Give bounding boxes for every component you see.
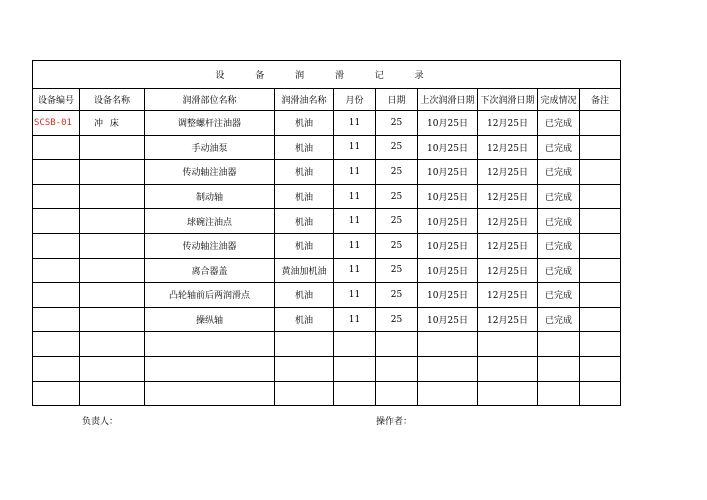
equipment-name-cell[interactable]	[80, 233, 145, 258]
note-cell[interactable]	[580, 160, 621, 185]
month-cell[interactable]: 11	[334, 258, 376, 283]
last-lube-date-cell[interactable]	[418, 332, 478, 357]
day-cell[interactable]	[376, 332, 418, 357]
lube-part-cell[interactable]: 制动轴	[145, 184, 275, 209]
equipment-code-cell[interactable]	[33, 209, 80, 234]
status-cell[interactable]: 已完成	[538, 258, 580, 283]
lube-oil-cell[interactable]: 机油	[275, 184, 334, 209]
next-lube-date-cell[interactable]: 12月25日	[478, 283, 538, 308]
month-cell[interactable]: 11	[334, 307, 376, 332]
header-row	[33, 89, 621, 111]
next-lube-date-cell[interactable]	[478, 381, 538, 406]
note-cell[interactable]	[580, 283, 621, 308]
note-cell[interactable]	[580, 332, 621, 357]
lube-oil-cell[interactable]: 机油	[275, 233, 334, 258]
day-cell[interactable]	[376, 356, 418, 381]
lube-part-cell[interactable]	[145, 332, 275, 357]
equipment-name-cell[interactable]	[80, 258, 145, 283]
next-lube-date-cell[interactable]: 12月25日	[478, 184, 538, 209]
month-cell[interactable]	[334, 332, 376, 357]
equipment-code-cell[interactable]	[33, 233, 80, 258]
equipment-name-cell[interactable]	[80, 209, 145, 234]
equipment-code-cell[interactable]	[33, 307, 80, 332]
table-row	[33, 356, 621, 381]
column-header: 润滑部位名称	[145, 89, 275, 111]
column-header: 日期	[376, 89, 418, 111]
last-lube-date-cell[interactable]: 10月25日	[418, 209, 478, 234]
month-cell[interactable]: 11	[334, 283, 376, 308]
column-header: 设备编号	[33, 89, 80, 111]
column-header: 下次润滑日期	[478, 89, 538, 111]
table-row	[33, 135, 621, 160]
equipment-name-cell[interactable]	[80, 307, 145, 332]
next-lube-date-cell[interactable]	[478, 332, 538, 357]
operator-label: 操作者：	[376, 417, 413, 427]
signature-footer	[0, 414, 707, 428]
lube-oil-cell[interactable]: 黄油加机油	[275, 258, 334, 283]
status-cell[interactable]: 已完成	[538, 233, 580, 258]
status-cell[interactable]: 已完成	[538, 111, 580, 136]
status-cell[interactable]	[538, 332, 580, 357]
equipment-name-cell[interactable]	[80, 356, 145, 381]
month-cell[interactable]: 11	[334, 233, 376, 258]
day-cell[interactable]: 25	[376, 135, 418, 160]
equipment-code-cell[interactable]	[33, 258, 80, 283]
lube-part-cell[interactable]: 调整螺杆注油器	[145, 111, 275, 136]
day-cell[interactable]: 25	[376, 307, 418, 332]
last-lube-date-cell[interactable]: 10月25日	[418, 111, 478, 136]
column-header: 备注	[580, 89, 621, 111]
equipment-code-cell[interactable]	[33, 332, 80, 357]
lube-part-cell[interactable]: 传动轴注油器	[145, 233, 275, 258]
next-lube-date-cell[interactable]: 12月25日	[478, 209, 538, 234]
last-lube-date-cell[interactable]: 10月25日	[418, 184, 478, 209]
last-lube-date-cell[interactable]: 10月25日	[418, 233, 478, 258]
column-header: 润滑油名称	[275, 89, 334, 111]
next-lube-date-cell[interactable]: 12月25日	[478, 233, 538, 258]
table-row	[33, 283, 621, 308]
status-cell[interactable]: 已完成	[538, 135, 580, 160]
table-row	[33, 160, 621, 185]
lube-part-cell[interactable]: 离合器盖	[145, 258, 275, 283]
last-lube-date-cell[interactable]: 10月25日	[418, 283, 478, 308]
column-header: 完成情况	[538, 89, 580, 111]
note-cell[interactable]	[580, 135, 621, 160]
day-cell[interactable]: 25	[376, 209, 418, 234]
table-row	[33, 307, 621, 332]
month-cell[interactable]	[334, 381, 376, 406]
lube-oil-cell[interactable]	[275, 381, 334, 406]
lubrication-record-table	[32, 60, 621, 406]
note-cell[interactable]	[580, 258, 621, 283]
lube-part-cell[interactable]: 凸轮轴前后两润滑点	[145, 283, 275, 308]
day-cell[interactable]: 25	[376, 111, 418, 136]
table-row	[33, 111, 621, 136]
equipment-name-cell[interactable]	[80, 283, 145, 308]
equipment-code-cell[interactable]: SCSB-01	[33, 111, 80, 136]
equipment-code-cell[interactable]	[33, 160, 80, 185]
status-cell[interactable]: 已完成	[538, 307, 580, 332]
lubrication-record-sheet	[32, 60, 620, 406]
equipment-name-cell[interactable]	[80, 184, 145, 209]
note-cell[interactable]	[580, 307, 621, 332]
equipment-code-cell[interactable]	[33, 135, 80, 160]
table-row	[33, 332, 621, 357]
column-header: 设备名称	[80, 89, 145, 111]
lube-oil-cell[interactable]: 机油	[275, 283, 334, 308]
table-row	[33, 209, 621, 234]
day-cell[interactable]: 25	[376, 233, 418, 258]
last-lube-date-cell[interactable]: 10月25日	[418, 307, 478, 332]
month-cell[interactable]	[334, 356, 376, 381]
lube-oil-cell[interactable]	[275, 332, 334, 357]
lube-part-cell[interactable]: 手动油泵	[145, 135, 275, 160]
note-cell[interactable]	[580, 184, 621, 209]
sheet-title: 设 备 润 滑 记 录	[33, 61, 621, 89]
lube-oil-cell[interactable]: 机油	[275, 135, 334, 160]
day-cell[interactable]: 25	[376, 283, 418, 308]
equipment-code-cell[interactable]	[33, 381, 80, 406]
status-cell[interactable]: 已完成	[538, 184, 580, 209]
table-row	[33, 381, 621, 406]
lube-oil-cell[interactable]	[275, 356, 334, 381]
last-lube-date-cell[interactable]: 10月25日	[418, 258, 478, 283]
lube-oil-cell[interactable]: 机油	[275, 160, 334, 185]
next-lube-date-cell[interactable]: 12月25日	[478, 135, 538, 160]
day-cell[interactable]	[376, 381, 418, 406]
status-cell[interactable]: 已完成	[538, 209, 580, 234]
month-cell[interactable]: 11	[334, 111, 376, 136]
day-cell[interactable]: 25	[376, 258, 418, 283]
table-row	[33, 233, 621, 258]
month-cell[interactable]: 11	[334, 135, 376, 160]
lube-oil-cell[interactable]: 机油	[275, 111, 334, 136]
status-cell[interactable]	[538, 381, 580, 406]
next-lube-date-cell[interactable]: 12月25日	[478, 307, 538, 332]
note-cell[interactable]	[580, 233, 621, 258]
status-cell[interactable]: 已完成	[538, 160, 580, 185]
month-cell[interactable]: 11	[334, 160, 376, 185]
month-cell[interactable]: 11	[334, 184, 376, 209]
equipment-name-cell[interactable]	[80, 381, 145, 406]
column-header: 上次润滑日期	[418, 89, 478, 111]
lube-part-cell[interactable]	[145, 381, 275, 406]
next-lube-date-cell[interactable]	[478, 356, 538, 381]
status-cell[interactable]	[538, 356, 580, 381]
day-cell[interactable]: 25	[376, 160, 418, 185]
day-cell[interactable]: 25	[376, 184, 418, 209]
lube-part-cell[interactable]: 球碗注油点	[145, 209, 275, 234]
equipment-code-cell[interactable]	[33, 184, 80, 209]
next-lube-date-cell[interactable]: 12月25日	[478, 258, 538, 283]
last-lube-date-cell[interactable]	[418, 356, 478, 381]
equipment-name-cell[interactable]: 冲 床	[80, 111, 145, 136]
note-cell[interactable]	[580, 381, 621, 406]
lube-oil-cell[interactable]: 机油	[275, 307, 334, 332]
next-lube-date-cell[interactable]: 12月25日	[478, 111, 538, 136]
lube-part-cell[interactable]	[145, 356, 275, 381]
last-lube-date-cell[interactable]	[418, 381, 478, 406]
note-cell[interactable]	[580, 111, 621, 136]
lube-part-cell[interactable]: 操纵轴	[145, 307, 275, 332]
equipment-name-cell[interactable]	[80, 160, 145, 185]
equipment-name-cell[interactable]	[80, 332, 145, 357]
last-lube-date-cell[interactable]: 10月25日	[418, 135, 478, 160]
lube-part-cell[interactable]: 传动轴注油器	[145, 160, 275, 185]
column-header: 月份	[334, 89, 376, 111]
month-cell[interactable]: 11	[334, 209, 376, 234]
responsible-label: 负责人：	[82, 417, 119, 427]
table-row	[33, 184, 621, 209]
note-cell[interactable]	[580, 209, 621, 234]
last-lube-date-cell[interactable]: 10月25日	[418, 160, 478, 185]
equipment-name-cell[interactable]	[80, 135, 145, 160]
note-cell[interactable]	[580, 356, 621, 381]
lube-oil-cell[interactable]: 机油	[275, 209, 334, 234]
status-cell[interactable]: 已完成	[538, 283, 580, 308]
equipment-code-cell[interactable]	[33, 356, 80, 381]
table-row	[33, 258, 621, 283]
next-lube-date-cell[interactable]: 12月25日	[478, 160, 538, 185]
equipment-code-cell[interactable]	[33, 283, 80, 308]
